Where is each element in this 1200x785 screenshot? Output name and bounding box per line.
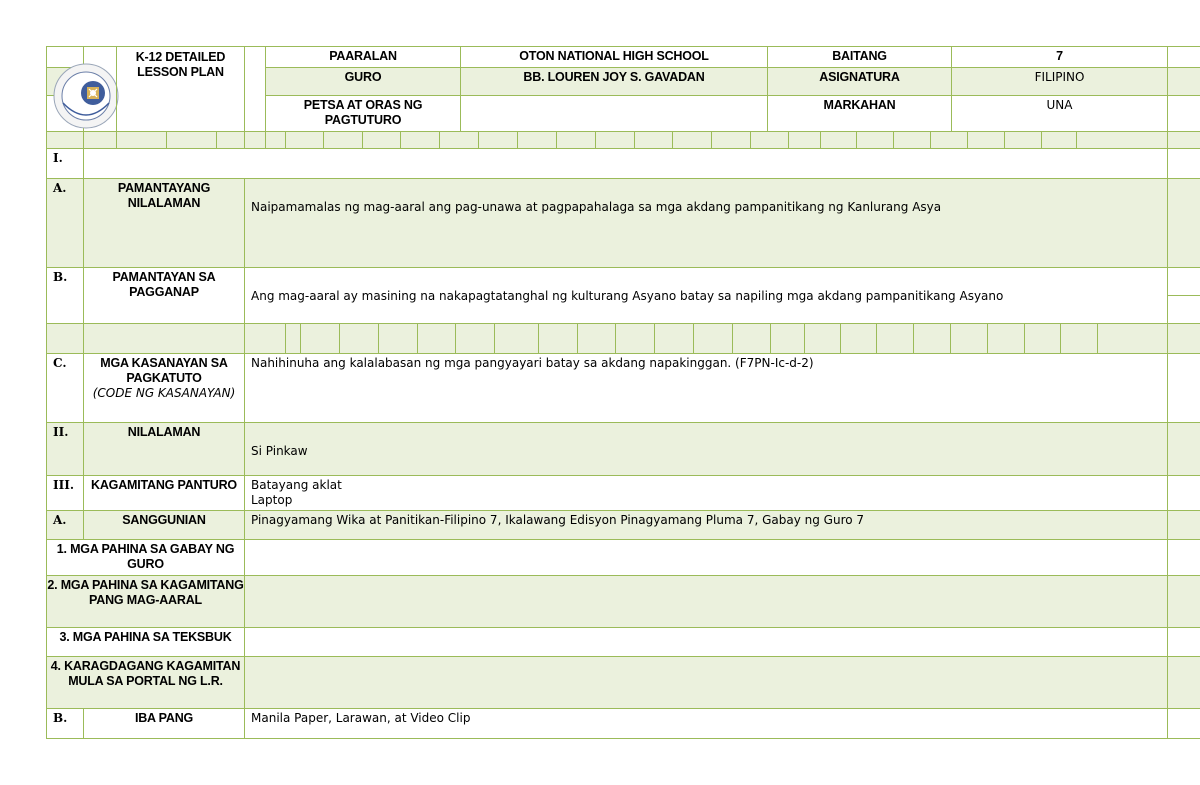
section-c-sublabel: (CODE NG KASANAYAN) [92, 386, 236, 400]
section-b-label: PAMANTAYAN SA PAGGANAP [83, 267, 245, 324]
section-iii-value-2: Laptop [251, 493, 293, 507]
paaralan-label: PAARALAN [265, 46, 461, 68]
edge-cell [1167, 510, 1200, 540]
guro-label: GURO [265, 67, 461, 96]
iba-pang-label: IBA PANG [83, 708, 245, 739]
baitang-value: 7 [951, 46, 1168, 68]
section-a-value: Naipamamalas ng mag-aaral ang pag-unawa at pagpapahalaga sa mga akdang pampanitikang ng Kanlurang Asya [244, 178, 1168, 268]
sanggunian-value: Pinagyamang Wika at Panitikan-Filipino 7, Ikalawang Edisyon Pinagyamang Pluma 7, Gabay ng Guro 7 [244, 510, 1168, 540]
section-ii-number: II. [46, 422, 84, 476]
edge-cell [1167, 708, 1200, 739]
asignatura-label: ASIGNATURA [767, 67, 952, 96]
petsa-value [460, 95, 768, 132]
header-edge-cell [1167, 95, 1200, 132]
section-iii-value-1: Batayang aklat [251, 478, 342, 492]
edge-cell [1167, 539, 1200, 576]
section-c-value: Nahihinuha ang kalalabasan ng mga pangyayari batay sa akdang napakinggan. (F7PN-Ic-d-2) [244, 353, 1168, 423]
edge-cell [1167, 267, 1200, 296]
iba-pang-number: B. [46, 708, 84, 739]
section-c-label: MGA KASANAYAN SA PAGKATUTO [100, 356, 228, 385]
edge-cell [1167, 475, 1200, 511]
sanggunian-label: SANGGUNIAN [83, 510, 245, 540]
deped-seal-logo [53, 63, 119, 129]
pahina-gabay-value [244, 539, 1168, 576]
pahina-teksbuk-label: 3. MGA PAHINA SA TEKSBUK [46, 627, 245, 657]
baitang-label: BAITANG [767, 46, 952, 68]
pahina-gabay-label: 1. MGA PAHINA SA GABAY NG GURO [46, 539, 245, 576]
edge-cell [1167, 148, 1200, 179]
karagdagang-kagamitan-value [244, 656, 1168, 709]
asignatura-value: FILIPINO [951, 67, 1168, 96]
edge-cell [1167, 295, 1200, 324]
section-b-value: Ang mag-aaral ay masining na nakapagtatanghal ng kulturang Asyano batay sa napiling mga akdang pampanitikang Asyano [244, 267, 1168, 324]
edge-cell [1167, 575, 1200, 628]
section-i-number: I. [46, 148, 84, 179]
edge-cell [1167, 353, 1200, 423]
pahina-teksbuk-value [244, 627, 1168, 657]
section-ii-label: NILALAMAN [83, 422, 245, 476]
grid-spacer-row [46, 323, 1200, 354]
grid-spacer-row [46, 131, 1200, 149]
karagdagang-kagamitan-label: 4. KARAGDAGANG KAGAMITAN MULA SA PORTAL NG L.R. [46, 656, 245, 709]
section-c-label-cell [83, 353, 245, 423]
section-ii-value: Si Pinkaw [244, 422, 1168, 476]
section-iii-label: KAGAMITANG PANTURO [83, 475, 245, 511]
edge-cell [1167, 178, 1200, 268]
plan-title: K-12 DETAILED LESSON PLAN [116, 46, 245, 132]
section-a-label: PAMANTAYANG NILALAMAN [83, 178, 245, 268]
paaralan-value: OTON NATIONAL HIGH SCHOOL [460, 46, 768, 68]
petsa-label: PETSA AT ORAS NG PAGTUTURO [265, 95, 461, 132]
header-spacer-cell [244, 46, 266, 132]
header-edge-cell [1167, 67, 1200, 96]
section-iii-value-cell [244, 475, 1168, 511]
section-b-number: B. [46, 267, 84, 324]
guro-value: BB. LOUREN JOY S. GAVADAN [460, 67, 768, 96]
edge-cell [1167, 656, 1200, 709]
edge-cell [1167, 422, 1200, 476]
pahina-kagamitan-label: 2. MGA PAHINA SA KAGAMITANG PANG MAG-AARAL [46, 575, 245, 628]
edge-cell [1167, 627, 1200, 657]
section-iii-number: III. [46, 475, 84, 511]
header-edge-cell [1167, 46, 1200, 68]
markahan-label: MARKAHAN [767, 95, 952, 132]
markahan-value: UNA [951, 95, 1168, 132]
sanggunian-number: A. [46, 510, 84, 540]
section-c-number: C. [46, 353, 84, 423]
iba-pang-value: Manila Paper, Larawan, at Video Clip [244, 708, 1168, 739]
section-a-number: A. [46, 178, 84, 268]
section-i-content [83, 148, 1168, 179]
pahina-kagamitan-value [244, 575, 1168, 628]
